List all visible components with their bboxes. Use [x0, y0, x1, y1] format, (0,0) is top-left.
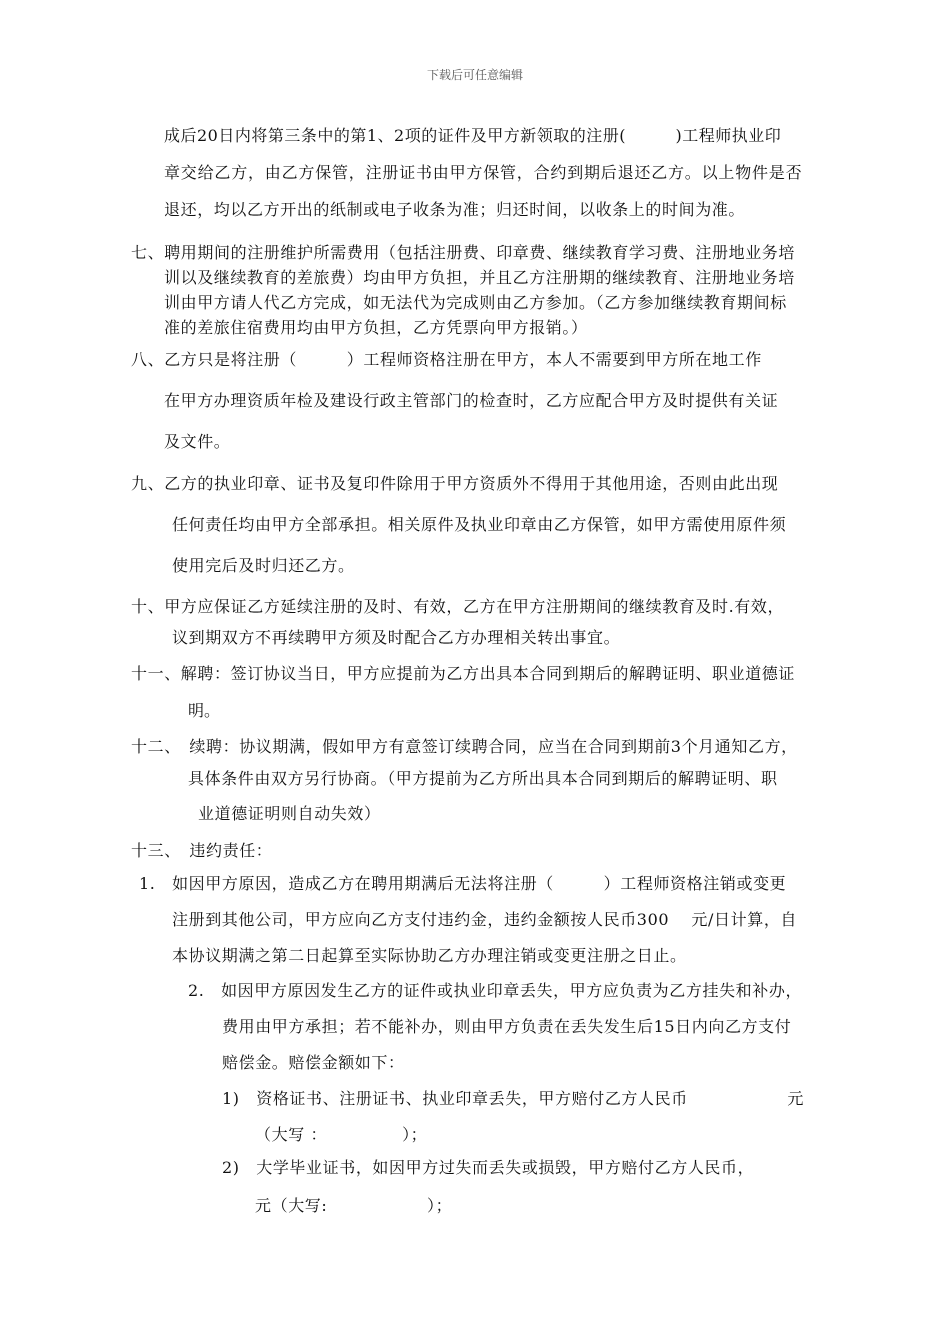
text-line: 使用完后及时归还乙方。 — [172, 556, 355, 575]
text-line: 1. 如因甲方原因，造成乙方在聘用期满后无法将注册（ ）工程师资格注销或变更 — [139, 874, 787, 893]
text-line: 九、乙方的执业印章、证书及复印件除用于甲方资质外不得用于其他用途，否则由此出现 — [131, 474, 779, 493]
text-line: 十一、解聘：签订协议当日，甲方应提前为乙方出具本合同到期后的解聘证明、职业道德证 — [131, 664, 796, 683]
text-line: 任何责任均由甲方全部承担。相关原件及执业印章由乙方保管，如甲方需使用原件须 — [172, 515, 787, 534]
text-line: 成后20日内将第三条中的第1、2项的证件及甲方新领取的注册( )工程师执业印 — [164, 126, 782, 145]
text-line: 费用由甲方承担；若不能补办，则由甲方负责在丢失发生后15日内向乙方支付 — [222, 1017, 792, 1036]
text-line: （大写 ： ）； — [255, 1125, 428, 1144]
text-line: 2) 大学毕业证书，如因甲方过失而丢失或损毁，甲方赔付乙方人民币， — [222, 1158, 755, 1177]
text-line: 十、甲方应保证乙方延续注册的及时、有效，乙方在甲方注册期间的继续教育及时.有效， — [131, 597, 785, 616]
text-line: 议到期双方不再续聘甲方须及时配合乙方办理相关转出事宜。 — [172, 628, 621, 647]
text-line: 准的差旅住宿费用均由甲方负担，乙方凭票向甲方报销。） — [164, 318, 588, 337]
text-line: 1) 资格证书、注册证书、执业印章丢失，甲方赔付乙方人民币 元 — [222, 1089, 805, 1108]
text-line: 八、乙方只是将注册（ ）工程师资格注册在甲方，本人不需要到甲方所在地工作 — [131, 350, 762, 369]
text-line: 十二、 续聘：协议期满，假如甲方有意签订续聘合同，应当在合同到期前3个月通知乙方， — [131, 737, 798, 756]
text-line: 2. 如因甲方原因发生乙方的证件或执业印章丢失，甲方应负责为乙方挂失和补办， — [188, 981, 803, 1000]
text-line: 训由甲方请人代乙方完成，如无法代为完成则由乙方参加。（乙方参加继续教育期间标 — [164, 293, 787, 312]
text-line: 十三、 违约责任： — [131, 841, 273, 860]
text-line: 业道德证明则自动失效） — [198, 804, 381, 823]
text-line: 七、聘用期间的注册维护所需费用（包括注册费、印章费、继续教育学习费、注册地业务培 — [131, 243, 796, 262]
text-line: 元（大写: ）； — [255, 1196, 453, 1215]
text-line: 注册到其他公司，甲方应向乙方支付违约金，违约金额按人民币300 元/日计算，自 — [172, 910, 798, 929]
text-line: 训以及继续教育的差旅费）均由甲方负担，并且乙方注册期的继续教育、注册地业务培 — [164, 268, 795, 287]
text-line: 明。 — [188, 701, 221, 720]
page-header: 下载后可任意编辑 — [426, 68, 523, 82]
text-line: 在甲方办理资质年检及建设行政主管部门的检查时，乙方应配合甲方及时提供有关证 — [164, 391, 779, 410]
text-line: 及文件。 — [164, 432, 231, 451]
text-line: 退还，均以乙方开出的纸制或电子收条为准；归还时间，以收条上的时间为准。 — [164, 200, 746, 219]
text-line: 具体条件由双方另行协商。（甲方提前为乙方所出具本合同到期后的解聘证明、职 — [188, 769, 778, 788]
text-line: 本协议期满之第二日起算至实际协助乙方办理注销或变更注册之日止。 — [172, 946, 687, 965]
text-line: 章交给乙方，由乙方保管，注册证书由甲方保管，合约到期后退还乙方。以上物件是否 — [164, 163, 803, 182]
text-line: 赔偿金。赔偿金额如下： — [222, 1053, 405, 1072]
